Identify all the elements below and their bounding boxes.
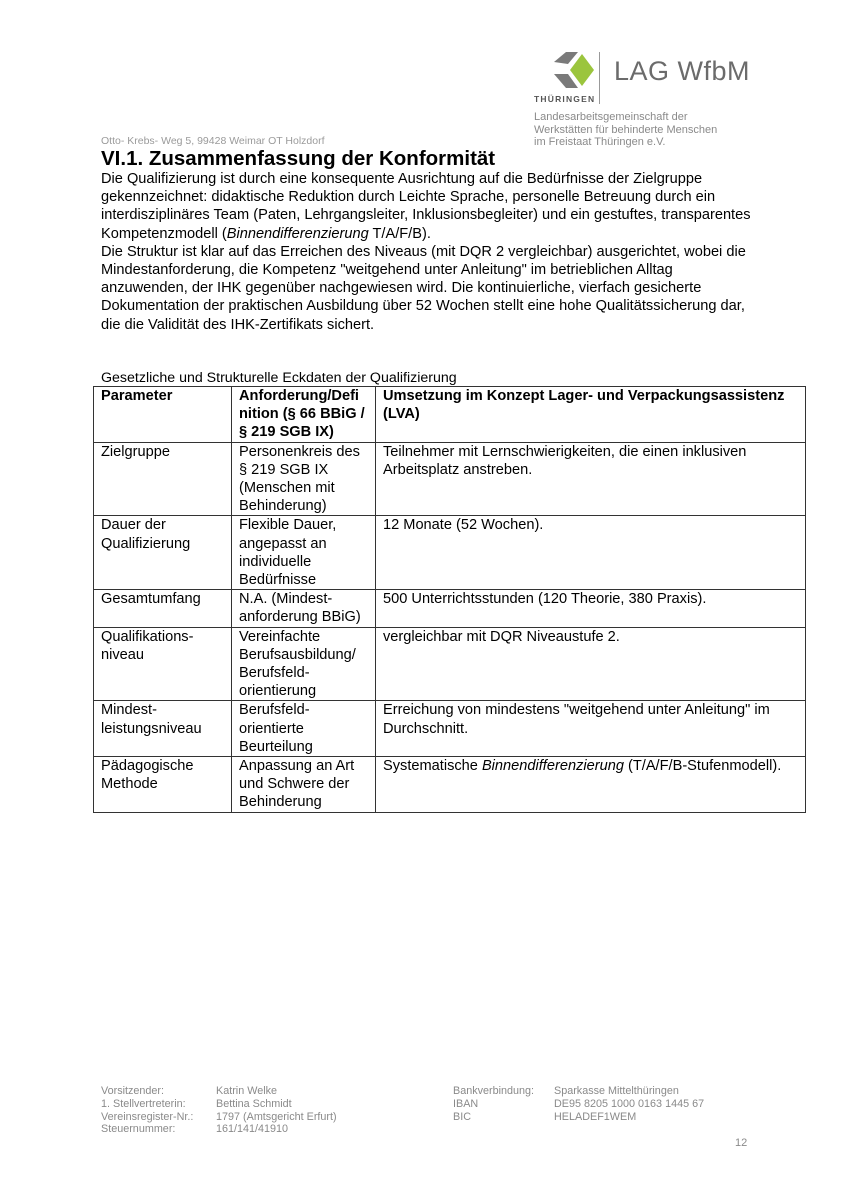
footer-value: Bettina Schmidt: [216, 1097, 292, 1110]
org-line: Werkstätten für behinderte Menschen: [534, 123, 718, 136]
footer-value: Katrin Welke: [216, 1085, 278, 1097]
text-run: Teilnehmer mit Lernschwierigkeiten, die einen inklusiven Arbeitsplatz anstreben.: [383, 443, 747, 478]
footer-value: 1797 (Amtsgericht Erfurt): [216, 1110, 337, 1123]
footer-label: Steuernummer:: [101, 1123, 176, 1136]
table-row: [94, 590, 806, 627]
cell-requirement: Anpassung an Art und Schwere der Behinderung: [232, 757, 376, 813]
footer-label: Bankverbindung:: [453, 1085, 535, 1097]
table-row: [94, 516, 806, 590]
cell-implementation: [376, 516, 806, 590]
footer-value: HELADEF1WEM: [554, 1110, 637, 1123]
cell-requirement: N.A. (Mindest-anforderung BBiG): [232, 590, 376, 627]
text-run: Systematische: [383, 758, 482, 775]
footer-label: Vorsitzender:: [101, 1085, 165, 1097]
logo-brand-text: LAG WfbM: [614, 56, 751, 86]
italic-term: Binnendifferenzierung: [481, 758, 624, 775]
sender-address: Otto- Krebs- Weg 5, 99428 Weimar OT Holzdorf: [101, 135, 325, 147]
section-heading: VI.1. Zusammenfassung der Konformität: [101, 147, 496, 170]
cell-implementation: [376, 757, 806, 813]
cell-parameter: Zielgruppe: [94, 442, 232, 516]
footer-value: DE95 8205 1000 0163 1445 67: [554, 1097, 705, 1110]
footer-label: Vereinsregister-Nr.:: [101, 1110, 194, 1123]
cell-requirement: Berufsfeld-orientierte Beurteilung: [232, 701, 376, 757]
cell-implementation: [376, 442, 806, 516]
summary-text: [101, 170, 761, 334]
logo: [534, 52, 772, 112]
cell-parameter: Gesamtumfang: [94, 590, 232, 627]
cell-requirement: Vereinfachte Berufsausbildung/ Berufsfeld-orientierung: [232, 627, 376, 701]
org-line: Landesarbeitsgemeinschaft der: [534, 111, 688, 123]
footer-value: 161/141/41910: [216, 1123, 289, 1136]
text-run: Erreichung von mindestens "weitgehend unter Anleitung" im Durchschnitt.: [383, 702, 770, 737]
table-header-row: [94, 387, 806, 443]
column-header: Anforderung/Defi nition (§ 66 BBiG / § 219 SGB IX): [232, 387, 376, 443]
footer-label: 1. Stellvertreterin:: [101, 1097, 186, 1110]
cell-implementation: [376, 701, 806, 757]
footer-value: Sparkasse Mittelthüringen: [554, 1085, 679, 1097]
table-row: [94, 627, 806, 701]
cell-implementation: [376, 627, 806, 701]
footer-label: BIC: [453, 1110, 471, 1123]
text-run: 12 Monate (52 Wochen).: [383, 517, 544, 534]
table-row: [94, 757, 806, 813]
cell-parameter: Mindest-leistungsniveau: [94, 701, 232, 757]
text-run: 500 Unterrichtsstunden (120 Theorie, 380 Praxis).: [383, 591, 707, 608]
table-caption: Gesetzliche und Strukturelle Eckdaten der Qualifizierung: [101, 370, 457, 386]
cell-implementation: [376, 590, 806, 627]
paragraph: Die Struktur ist klar auf das Erreichen des Niveaus (mit DQR 2 vergleichbar) ausgerichtet, wobei die Mindestanforderung, die Kompetenz "weitgehend unter Anleitung" im betrieblichen Alltag anzuwenden, der IHK gegenüber nachgewiesen wird. Die kontinuierliche, vierfach gesicherte Dokumentation der praktischen Ausbildung über 52 Wochen stellt eine hohe Qualitätssicherung dar, die die Validität des IHK-Zertifikats sichert.: [101, 243, 746, 333]
text-run: (T/A/F/B-Stufenmodell).: [623, 758, 782, 775]
logo-region-label: THÜRINGEN: [534, 94, 596, 104]
cell-parameter: Dauer der Qualifizierung: [94, 516, 232, 590]
text-run: Die Qualifizierung ist durch eine konsequente Ausrichtung auf die Bedürfnisse der Zielgruppe gekennzeichnet: didaktische Reduktion durch Leichte Sprache, personelle Betreuung durch ein interdisziplinäres Team (Paten, Lehrgangsleiter, Inklusionsbegleiter) und ein gestuftes, transparentes Kompetenzmodell (: [101, 171, 751, 242]
paragraph: [101, 170, 761, 243]
table-row: [94, 442, 806, 516]
cell-requirement: Flexible Dauer, angepasst an individuelle Bedürfnisse: [232, 516, 376, 590]
page-number: 12: [735, 1137, 748, 1149]
table-row: [94, 701, 806, 757]
text-run: T/A/F/B).: [368, 225, 431, 242]
cell-parameter: Pädagogische Methode: [94, 757, 232, 813]
text-run: vergleichbar mit DQR Niveaustufe 2.: [383, 628, 620, 645]
org-line: im Freistaat Thüringen e.V.: [534, 136, 666, 148]
cell-parameter: Qualifikations-niveau: [94, 627, 232, 701]
column-header: Parameter: [94, 387, 232, 443]
cell-requirement: Personenkreis des § 219 SGB IX (Menschen mit Behinderung): [232, 442, 376, 516]
footer-label: IBAN: [453, 1097, 479, 1110]
organization-name: [534, 111, 717, 149]
logo-divider: [599, 52, 600, 104]
key-data-table: [93, 386, 806, 813]
italic-term: Binnendifferenzierung: [226, 225, 369, 242]
column-header: Umsetzung im Konzept Lager- und Verpackungsassistenz (LVA): [376, 387, 806, 443]
